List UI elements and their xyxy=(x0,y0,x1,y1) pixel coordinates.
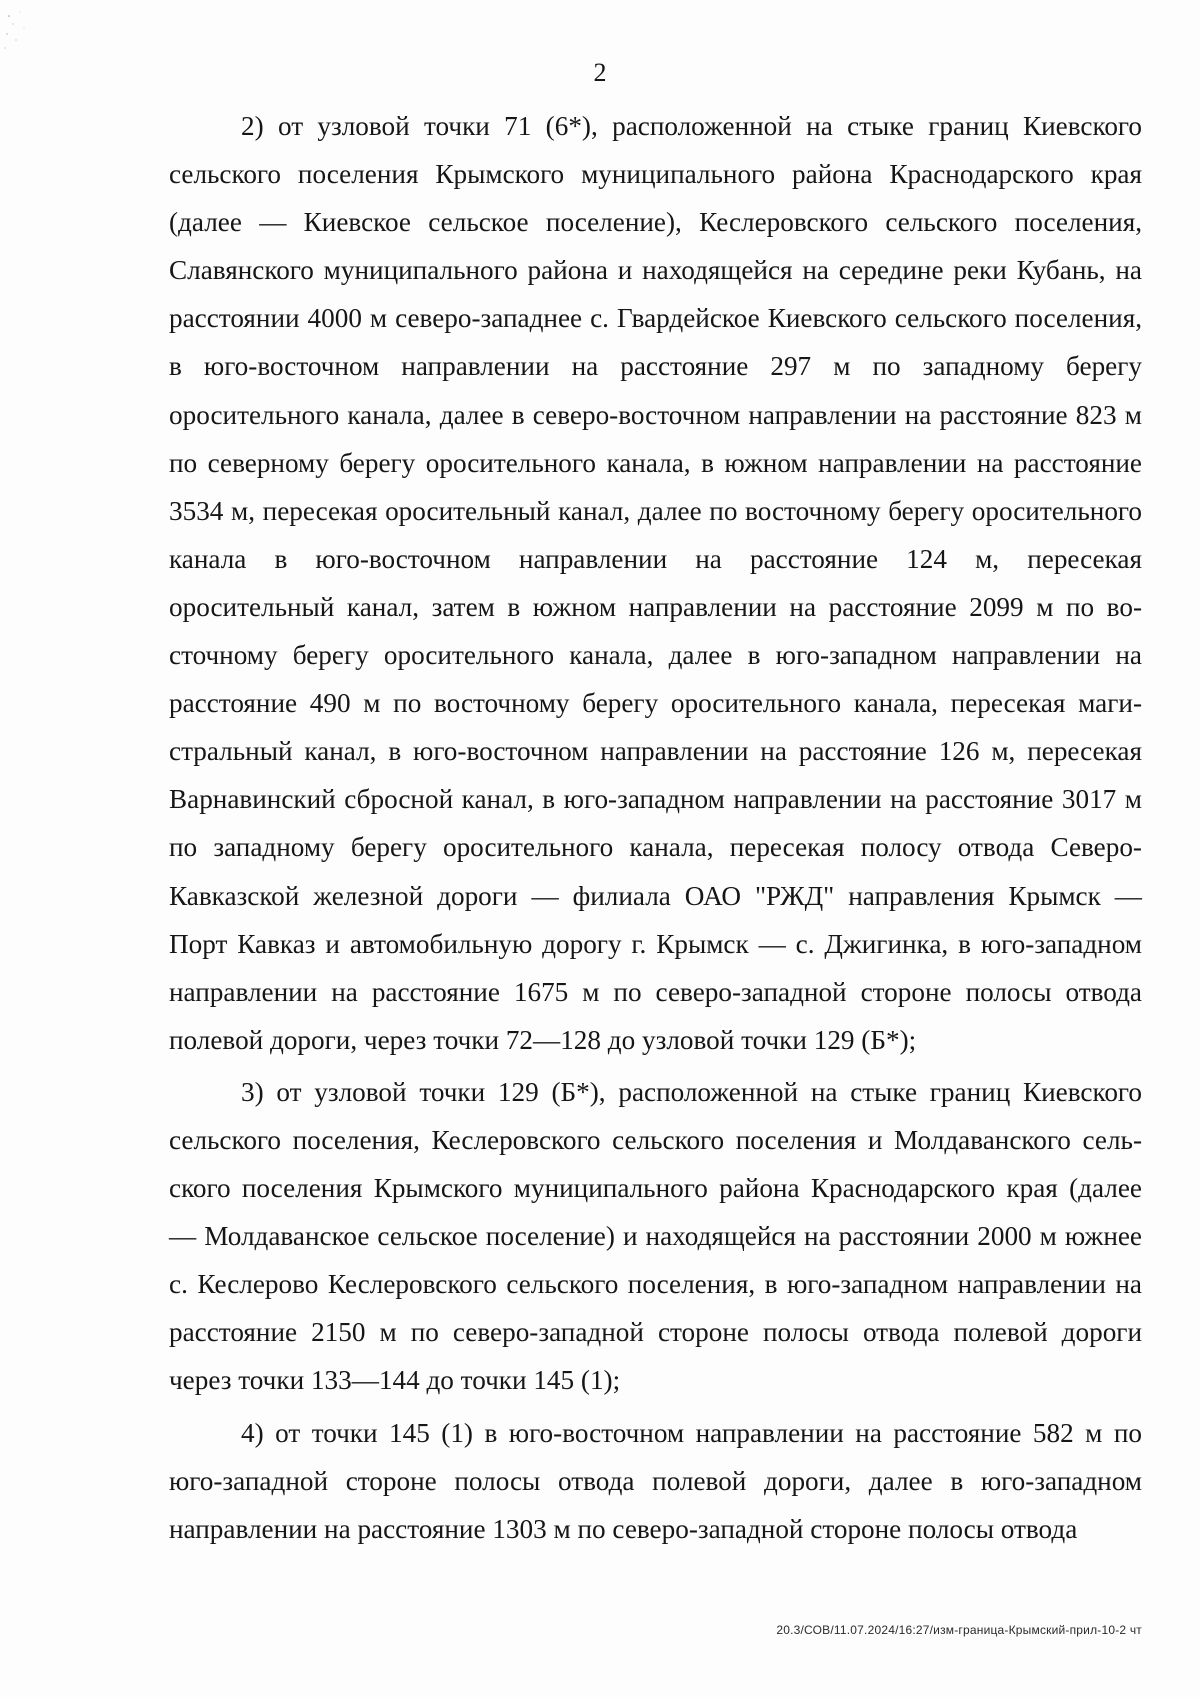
paragraph-item-3: 3) от узловой точки 129 (Б*), расположенной на стыке границ Киевского сельского поселения, Кеслеровского сельского поселения и Молдаванского сельского поселения Крымского муниципального района Краснодарского края (далее — Молдаванское сельское поселение) и находящейся на расстоянии 2000 м южнее с. Кеслерово Кеслеровского сельского поселения, в юго-западном направлении на расстояние 2150 м по северо-западной стороне полосы отвода полевой дороги через точки 133—144 до точки 145 (1); xyxy=(169,1076,1142,1396)
scan-noise-specks xyxy=(0,0,60,60)
paragraph-item-4: 4) от точки 145 (1) в юго-восточном направлении на расстояние 582 м по юго-западной стороне полосы отвода полевой дороги, далее в юго-западном направлении на расстояние 1303 м по северо-западной стороне полосы отвода xyxy=(169,1417,1142,1544)
page-number: 2 xyxy=(593,58,607,87)
paragraph-item-2: 2) от узловой точки 71 (6*), расположенной на стыке границ Киевского сельского поселения Крымского муниципального района Краснодарского края (далее — Киевское сельское поселение), Кеслеровского сельского поселения, Славянского муниципального района и находящейся на середине реки Кубань, на расстоянии 4000 м северо-западнее с. Гвардейское Киевского сельского поселения, в юго-восточном направлении на расстояние 297 м по западному берегу оросительного канала, далее в северо-восточном направлении на расстояние 823 м по северному берегу оросительного канала, в южном направлении на расстояние 3534 м, пересекая оросительный канал, далее по восточному берегу оросительного канала в юго-восточном направлении на расстояние 124 м, пересекая оросительный канал, затем в южном направлении на расстояние 2099 м по восточному берегу оросительного канала, далее в юго-западном направлении на расстояние 490 м по восточному берегу оросительного канала, пересекая магистральный канал, в юго-восточном направлении на расстояние 126 м, пересекая Варнавинский сбросной канал, в юго-западном направлении на расстояние 3017 м по западному берегу оросительного канала, пересекая полосу отвода Северо-Кавказской железной дороги — филиала ОАО "РЖД" направления Крымск — Порт Кавказ и автомобильную дорогу г. Крымск — с. Джигинка, в юго-западном направлении на расстояние 1675 м по северо-западной стороне полосы отвода полевой дороги, через точки 72—128 до узловой точки 129 (Б*); xyxy=(169,111,1142,1055)
document-footer-code: 20.3/СОВ/11.07.2024/16:27/изм-граница-Крымский-прил-10-2 чт xyxy=(776,1623,1142,1637)
document-body xyxy=(169,102,1142,1557)
